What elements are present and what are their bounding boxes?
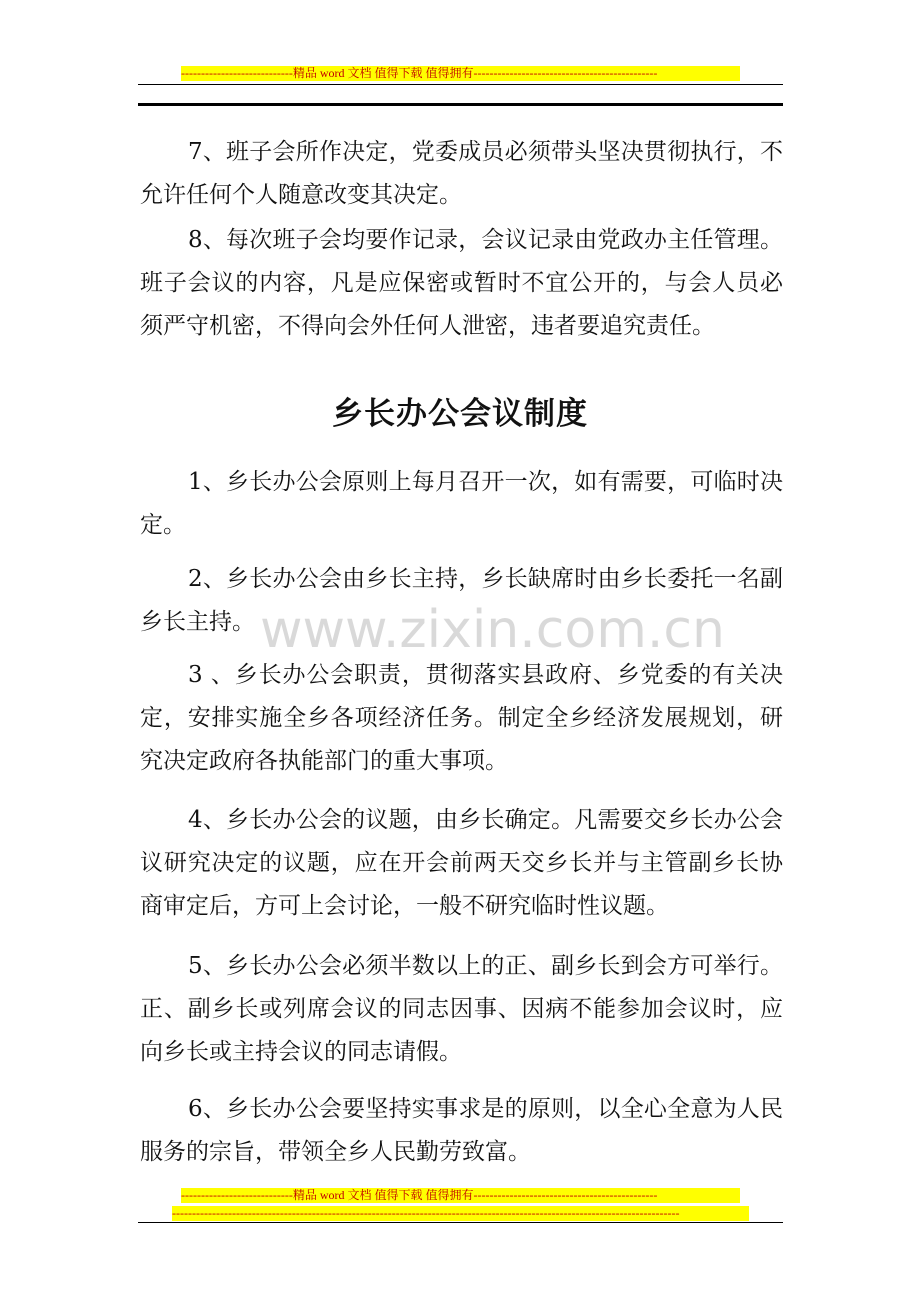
prev-paragraph-8: 8、每次班子会均要作记录，会议记录由党政办主任管理。班子会议的内容，凡是应保密或暂时不宜公开的，与会人员必须严守机密，不得向会外任何人泄密，违者要追究责任。 — [140, 227, 783, 339]
watermark: www.zixin.com.cn — [260, 600, 725, 660]
header-rule-thin — [138, 84, 783, 85]
footer-dash-line: ------------------------------------------------------------------------------------------------------------------------------- — [172, 1206, 749, 1221]
footer-rule — [138, 1222, 783, 1223]
paragraph-1: 1、乡长办公会原则上每月召开一次，如有需要，可临时决定。 — [140, 469, 783, 538]
paragraph-3: 3 、乡长办公会职责，贯彻落实县政府、乡党委的有关决定，安排实施全乡各项经济任务。制定全乡经济发展规划，研究决定政府各执能部门的重大事项。 — [140, 662, 783, 774]
header-rule-thick — [138, 103, 783, 106]
paragraph-5: 5、乡长办公会必须半数以上的正、副乡长到会方可举行。正、副乡长或列席会议的同志因事、因病不能参加会议时，应向乡长或主持会议的同志请假。 — [140, 953, 783, 1065]
paragraph-4: 4、乡长办公会的议题，由乡长确定。凡需要交乡长办公会议研究决定的议题，应在开会前两天交乡长并与主管副乡长协商审定后，方可上会讨论，一般不研究临时性议题。 — [140, 807, 783, 919]
paragraph-6: 6、乡长办公会要坚持实事求是的原则，以全心全意为人民服务的宗旨，带领全乡人民勤劳致富。 — [140, 1096, 783, 1165]
paragraph-2: 2、乡长办公会由乡长主持，乡长缺席时由乡长委托一名副乡长主持。 — [140, 566, 783, 635]
section-title: 乡长办公会议制度 — [332, 396, 588, 432]
prev-paragraph-7: 7、班子会所作决定，党委成员必须带头坚决贯彻执行，不允许任何个人随意改变其决定。 — [140, 139, 783, 208]
header-banner: ----------------------------精品 word 文档 值得下载 值得拥有---------------------------------------------- — [181, 66, 740, 81]
footer-banner: ----------------------------精品 word 文档 值得下载 值得拥有---------------------------------------------- — [181, 1188, 740, 1203]
